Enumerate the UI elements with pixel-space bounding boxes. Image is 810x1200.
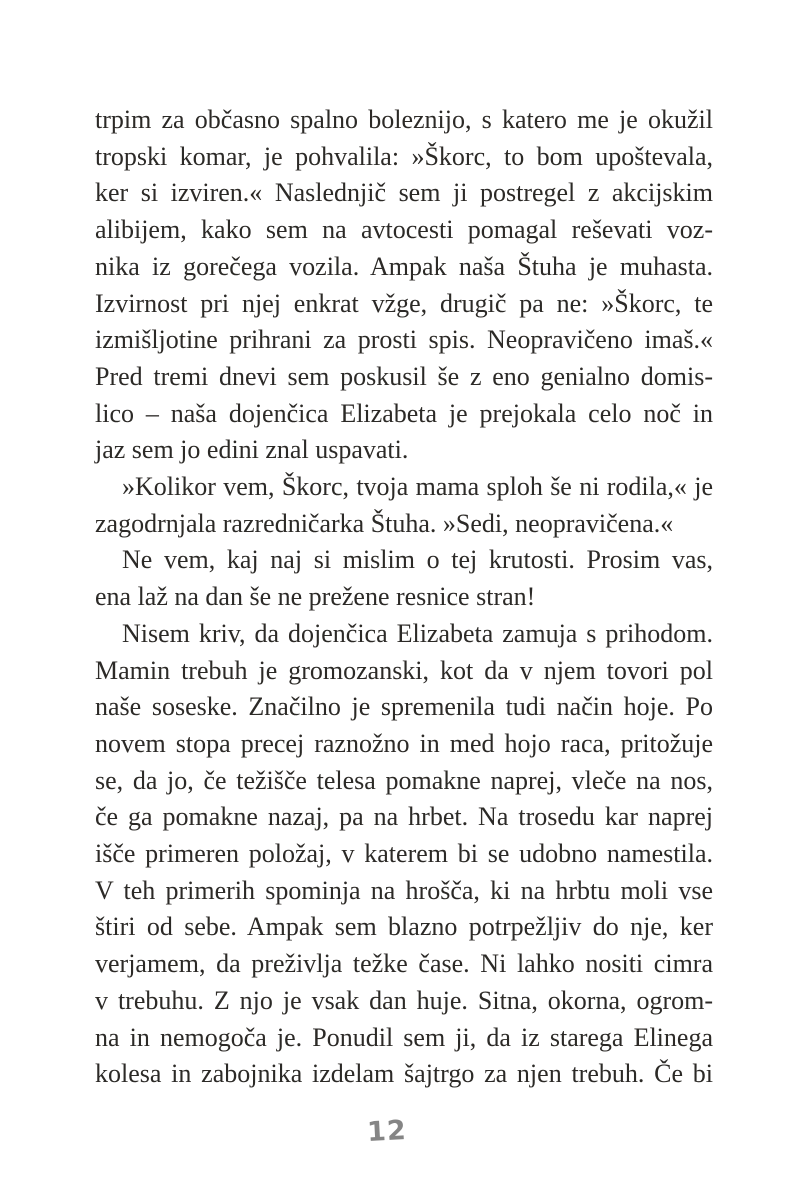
text-line: kolesa in zabojnika izdelam šajtrgo za njen trebuh. Če bi xyxy=(95,1059,713,1089)
text-line: Nisem kriv, da dojenčica Elizabeta zamuja s prihodom. xyxy=(122,618,713,648)
paragraph xyxy=(95,102,713,469)
text-line: v trebuhu. Z njo je vsak dan huje. Sitna, okorna, ogrom- xyxy=(95,985,713,1015)
text-line: »Kolikor vem, Škorc, tvoja mama sploh še ni rodila,« je xyxy=(122,472,713,502)
text-line: Mamin trebuh je gromozanski, kot da v njem tovori pol xyxy=(95,655,713,685)
text-line: išče primeren položaj, v katerem bi se udobno namestila. xyxy=(95,839,713,869)
paragraph xyxy=(95,469,713,542)
text-line: jaz sem jo edini znal uspavati. xyxy=(95,435,409,465)
text-line: štiri od sebe. Ampak sem blazno potrpežljiv do nje, ker xyxy=(95,912,713,942)
text-line: nika iz gorečega vozila. Ampak naša Štuha je muhasta. xyxy=(95,251,713,281)
page-number: 12 xyxy=(366,1114,408,1149)
text-line: na in nemogoča je. Ponudil sem ji, da iz starega Elinega xyxy=(95,1022,713,1052)
text-line: V teh primerih spominja na hrošča, ki na hrbtu moli vse xyxy=(95,875,713,905)
text-line: trpim za občasno spalno boleznijo, s katero me je okužil xyxy=(95,105,713,134)
text-line: verjamem, da preživlja težke čase. Ni lahko nositi cimra xyxy=(95,949,713,979)
text-line: ker si izviren.« Naslednjič sem ji postregel z akcijskim xyxy=(95,178,713,208)
text-line: lico – naša dojenčica Elizabeta je prejokala celo noč in xyxy=(95,398,713,428)
text-line: naše soseske. Značilno je spremenila tudi način hoje. Po xyxy=(95,692,713,722)
paragraph xyxy=(95,542,713,615)
text-line: Izvirnost pri njej enkrat vžge, drugič pa ne: »Škorc, te xyxy=(95,288,713,318)
text-line: alibijem, kako sem na avtocesti pomagal reševati voz- xyxy=(95,215,713,245)
text-line: če ga pomakne nazaj, pa na hrbet. Na trosedu kar naprej xyxy=(95,802,713,832)
text-line: izmišljotine prihrani za prosti spis. Neopravičeno imaš.« xyxy=(95,325,713,355)
text-line: tropski komar, je pohvalila: »Škorc, to bom upoštevala, xyxy=(95,141,713,171)
text-line: novem stopa precej raznožno in med hojo raca, pritožuje xyxy=(95,728,713,758)
text-line: Ne vem, kaj naj si mislim o tej krutosti. Prosim vas, xyxy=(122,545,713,575)
text-line: Pred tremi dnevi sem poskusil še z eno genialno domis- xyxy=(95,361,713,391)
paragraph xyxy=(95,616,713,1093)
text-line: se, da jo, če težišče telesa pomakne naprej, vleče na nos, xyxy=(95,765,713,795)
text-line: zagodrnjala razredničarka Štuha. »Sedi, neopravičena.« xyxy=(95,508,674,538)
page-text xyxy=(95,102,713,1093)
text-line: ena laž na dan še ne prežene resnice stran! xyxy=(95,582,536,612)
